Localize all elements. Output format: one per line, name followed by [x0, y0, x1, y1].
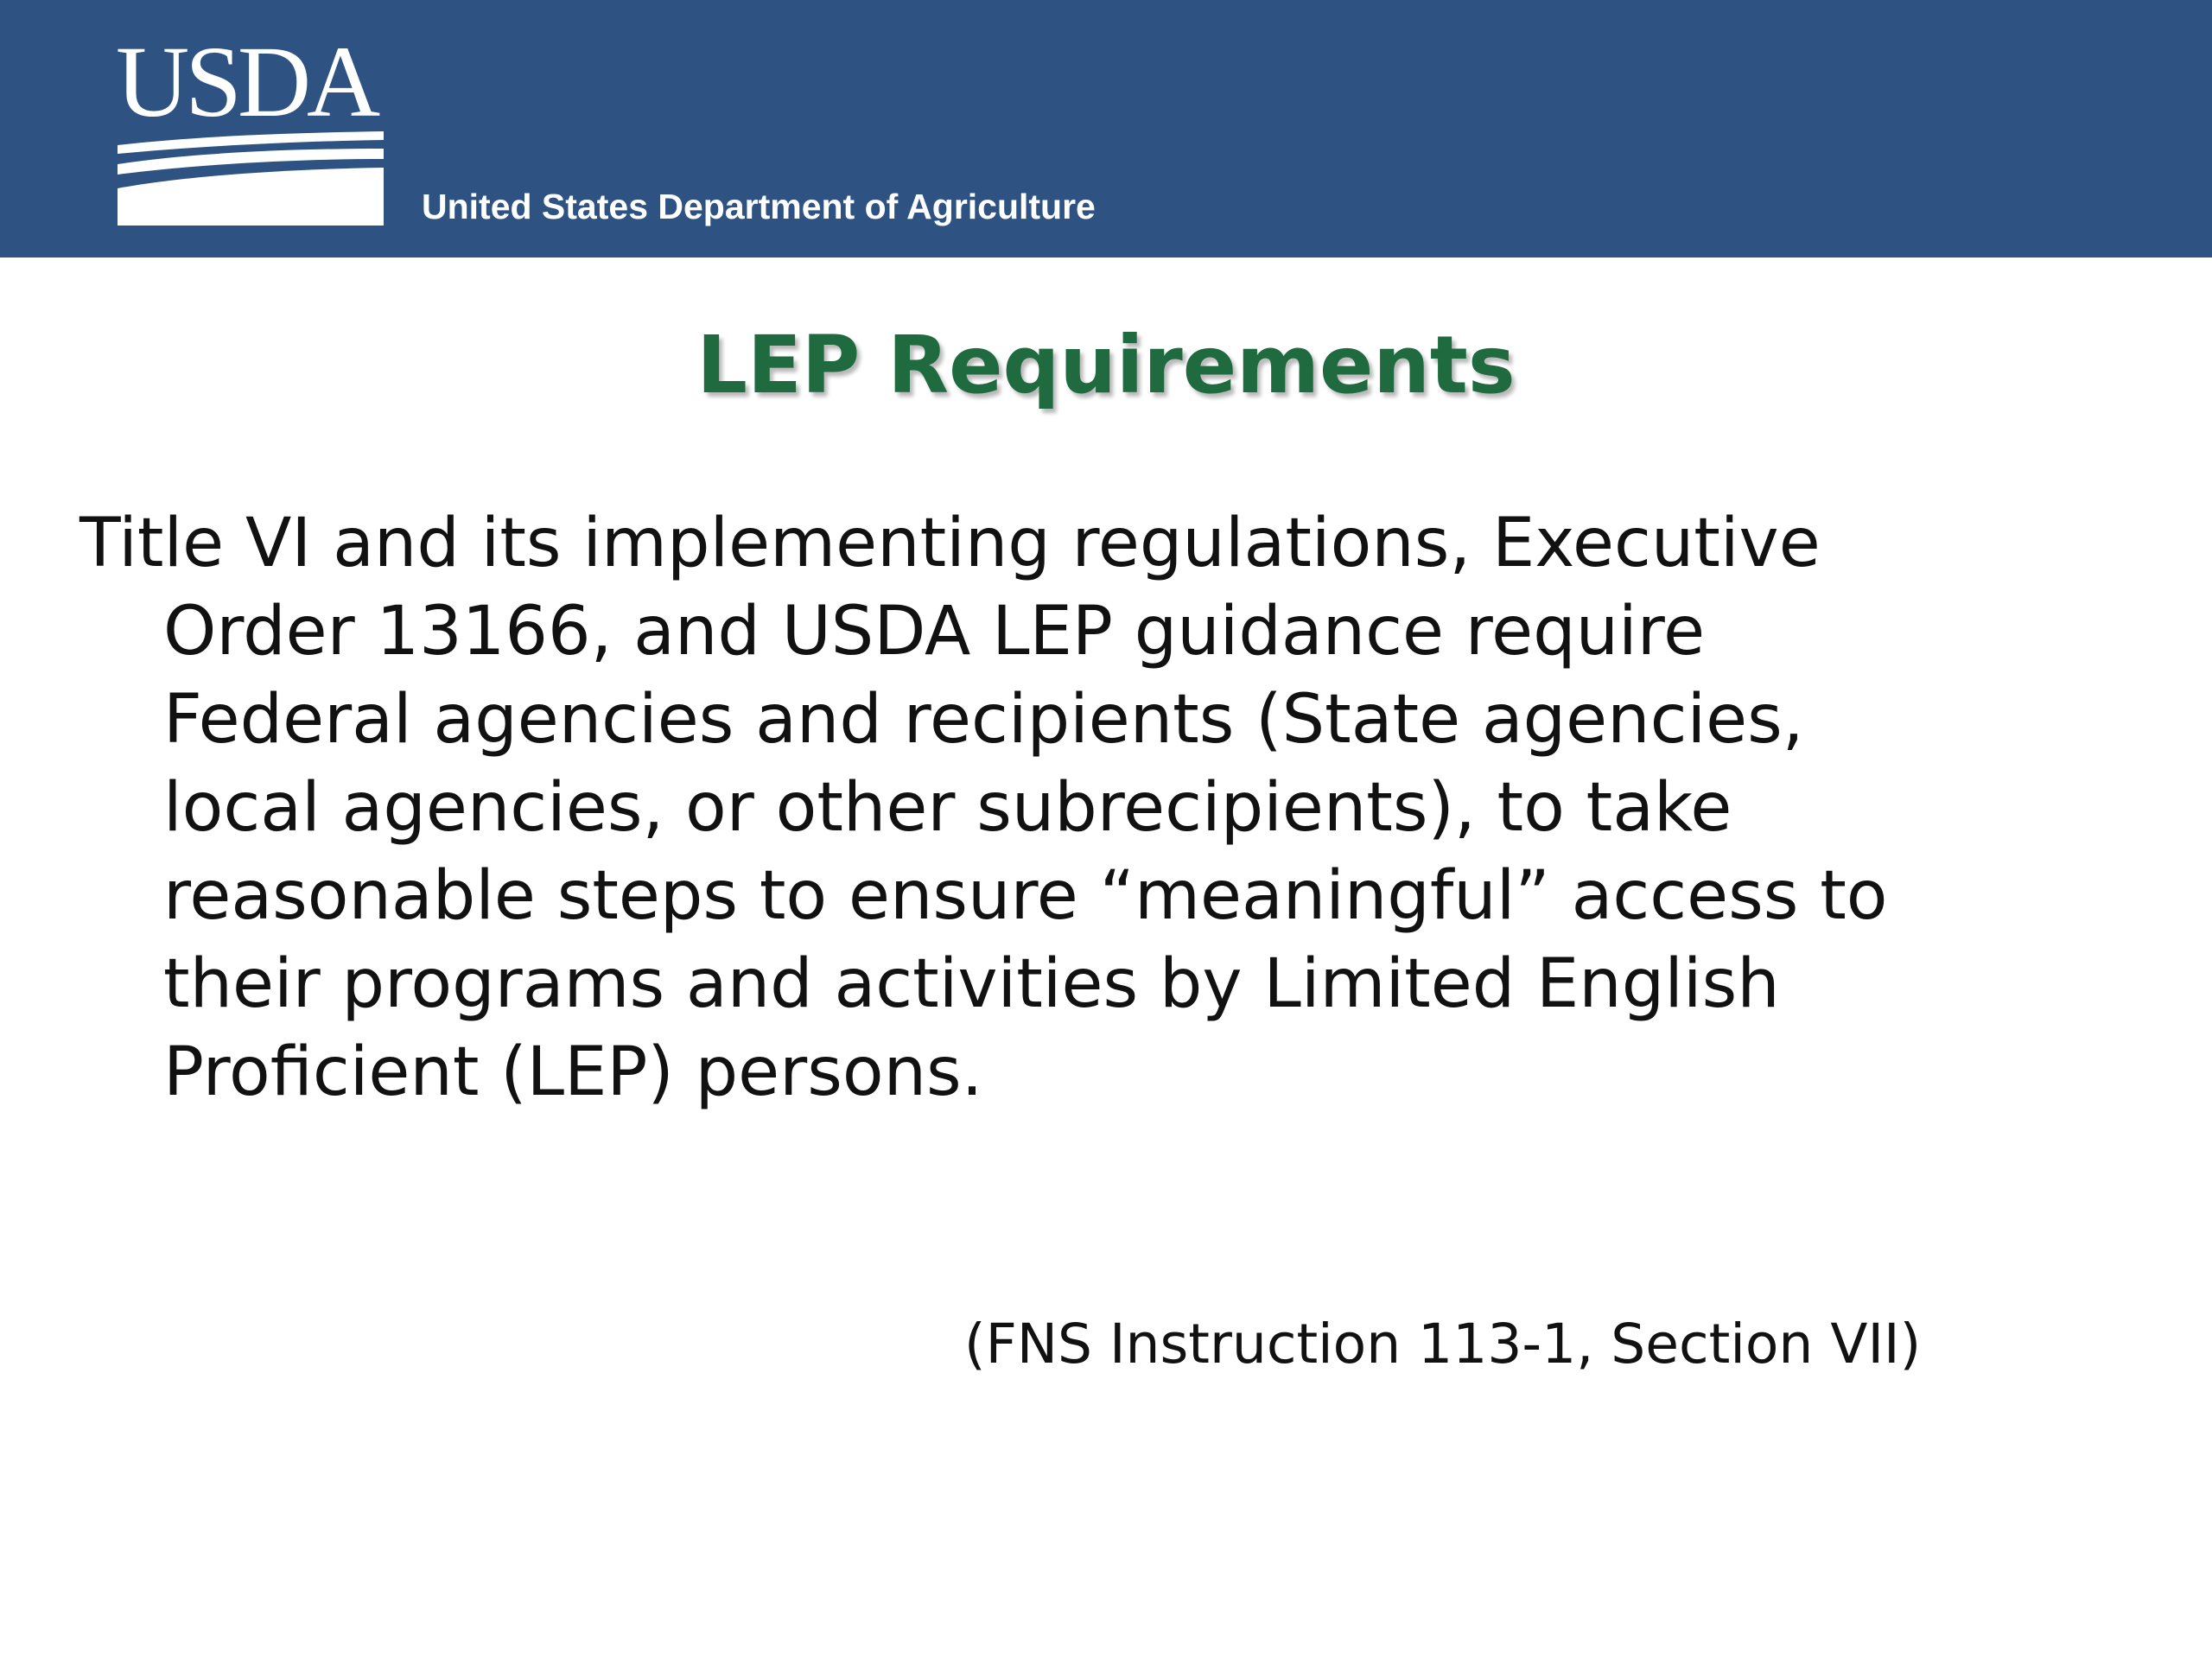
citation: (FNS Instruction 113-1, Section VII) — [964, 1313, 1922, 1376]
body-line: their programs and activities by Limited English — [163, 945, 1780, 1023]
header-band — [0, 0, 2212, 257]
usda-logo — [116, 25, 385, 226]
body-line: reasonable steps to ensure “meaningful” access to — [163, 857, 1888, 935]
logo-field-icon — [116, 126, 385, 226]
logo-wordmark: USDA — [116, 25, 377, 138]
body-line: local agencies, or other subrecipients), to take — [163, 769, 1732, 847]
slide-title: LEP Requirements — [696, 319, 1516, 411]
body-line: Order 13166, and USDA LEP guidance require — [163, 593, 1706, 671]
body-line: Federal agencies and recipients (State agencies, — [163, 681, 1804, 759]
body-line: Proficient (LEP) persons. — [163, 1033, 983, 1111]
body-line: Title VI and its implementing regulations, Executive — [79, 505, 1821, 582]
body-paragraph — [79, 499, 2093, 1116]
department-name: United States Department of Agriculture — [422, 187, 1096, 226]
